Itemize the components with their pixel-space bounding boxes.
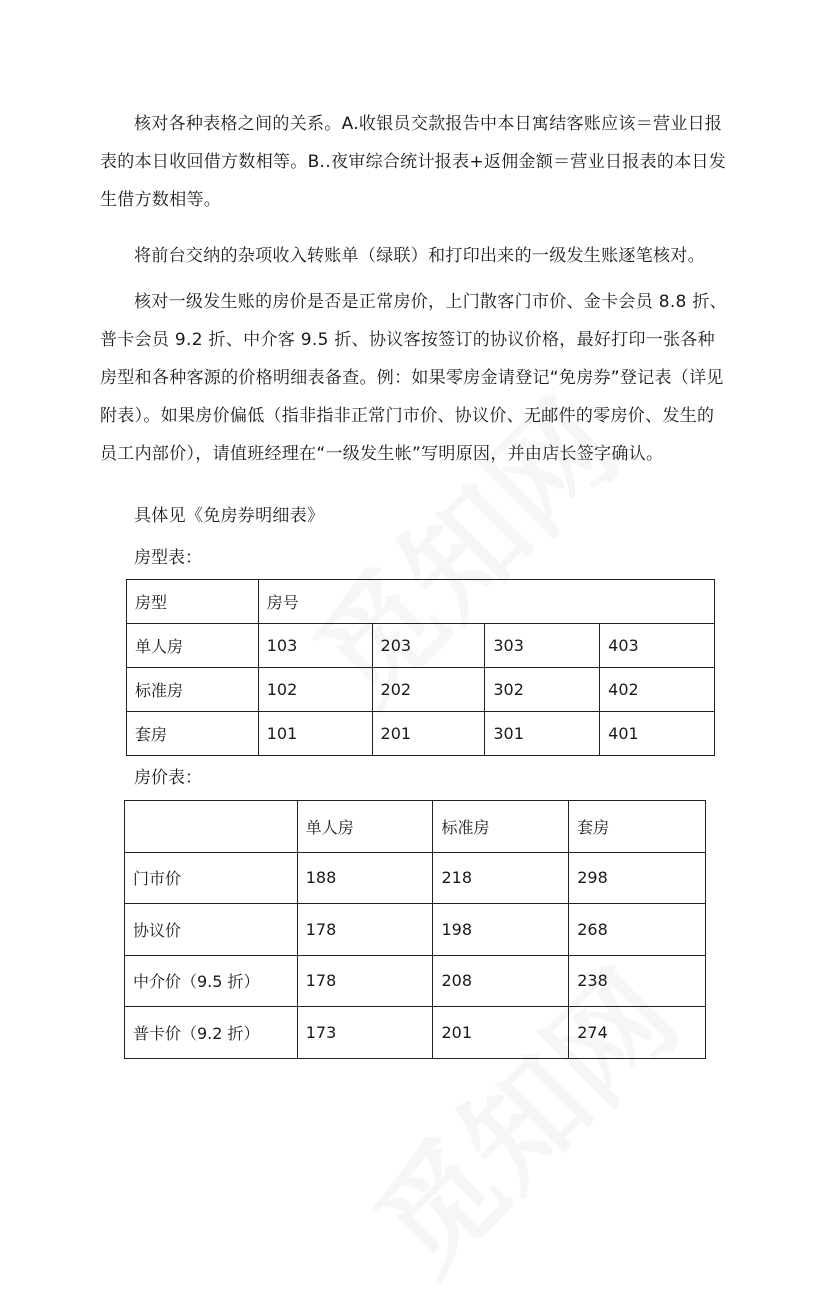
table-cell: 201 [433, 1007, 569, 1059]
table-cell: 274 [569, 1007, 706, 1059]
room-price-table [124, 800, 706, 1059]
table-cell: 178 [297, 904, 433, 956]
table-header-cell [125, 801, 298, 853]
table-cell: 173 [297, 1007, 433, 1059]
table-cell: 套房 [127, 712, 259, 756]
table-cell: 中介价（9.5 折） [125, 955, 298, 1007]
table-cell: 303 [485, 624, 600, 668]
table-row [127, 712, 715, 756]
table-header-cell: 套房 [569, 801, 706, 853]
table-cell: 门市价 [125, 852, 298, 904]
table-header-cell: 单人房 [297, 801, 433, 853]
paragraph-table-reconciliation: 核对各种表格之间的关系。A.收银员交款报告中本日寓结客账应该＝营业日报表的本日收回借方数相等。B..夜审综合统计报表+返佣金额＝营业日报表的本日发生借方数相等。 [100, 114, 727, 210]
table-row [125, 955, 706, 1007]
table-header-cell: 标准房 [433, 801, 569, 853]
paragraph-room-price-check: 核对一级发生账的房价是否是正常房价，上门散客门市价、金卡会员 8.8 折、普卡会员 9.2 折、中介客 9.5 折、协议客按签订的协议价格，最好打印一张各种房型和各种客源的价格明细表备查。例：如果零房金请登记“免房券”登记表（详见附表）。如果房价偏低（指非指非正常门市价、协议价、无邮件的零房价、发生的员工内部价），请值班经理在“一级发生帐”写明原因，并由店长签字确认。 [100, 292, 727, 464]
table-cell: 402 [600, 668, 715, 712]
paragraph-misc-income-check: 将前台交纳的杂项收入转账单（绿联）和打印出来的一级发生账逐笔核对。 [134, 246, 705, 266]
table-header-row [125, 801, 706, 853]
room-type-table [126, 579, 715, 756]
table-cell: 188 [297, 852, 433, 904]
table-cell: 203 [372, 624, 485, 668]
table-cell: 238 [569, 955, 706, 1007]
table-cell: 218 [433, 852, 569, 904]
table-cell: 268 [569, 904, 706, 956]
table-cell: 403 [600, 624, 715, 668]
table-header-cell: 房型 [127, 580, 259, 624]
room-price-table-label: 房价表： [134, 768, 202, 788]
room-type-table-label: 房型表： [134, 548, 202, 568]
table-cell: 401 [600, 712, 715, 756]
table-cell: 208 [433, 955, 569, 1007]
table-cell: 301 [485, 712, 600, 756]
table-row [127, 624, 715, 668]
table-cell: 101 [258, 712, 372, 756]
table-cell: 102 [258, 668, 372, 712]
table-cell: 302 [485, 668, 600, 712]
table-cell: 103 [258, 624, 372, 668]
table-row [127, 668, 715, 712]
table-cell: 178 [297, 955, 433, 1007]
table-row [125, 1007, 706, 1059]
table-header-cell: 房号 [258, 580, 714, 624]
table-cell: 202 [372, 668, 485, 712]
table-cell: 标准房 [127, 668, 259, 712]
paragraph-see-voucher-detail: 具体见《免房券明细表》 [134, 506, 325, 526]
table-cell: 普卡价（9.2 折） [125, 1007, 298, 1059]
table-cell: 298 [569, 852, 706, 904]
table-cell: 201 [372, 712, 485, 756]
table-row [125, 852, 706, 904]
table-cell: 协议价 [125, 904, 298, 956]
table-cell: 198 [433, 904, 569, 956]
table-row [125, 904, 706, 956]
table-header-row [127, 580, 715, 624]
table-cell: 单人房 [127, 624, 259, 668]
